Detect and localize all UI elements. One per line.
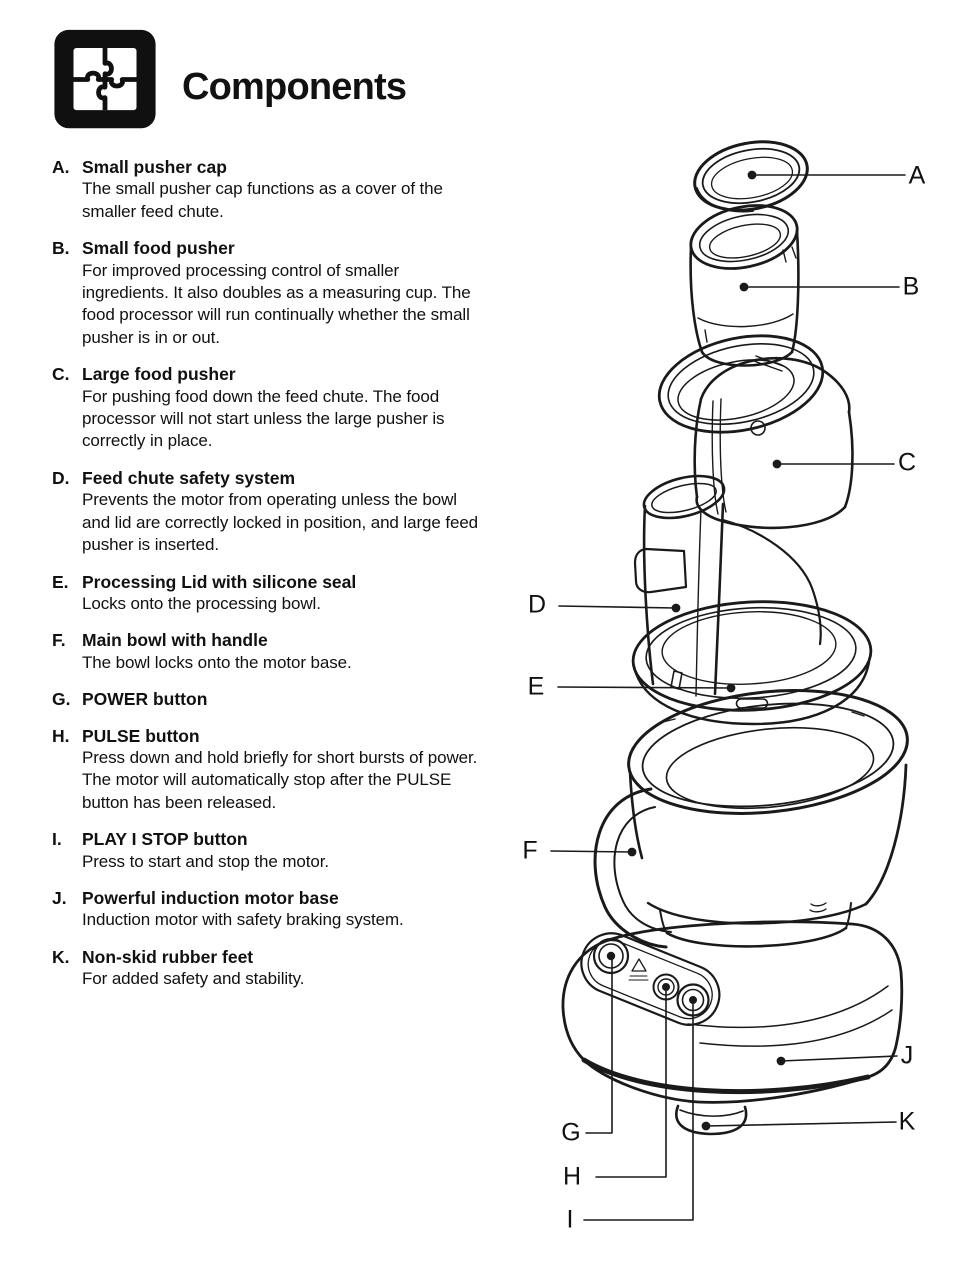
item-name: Non-skid rubber feet xyxy=(82,946,254,967)
item-letter: A. xyxy=(52,157,70,177)
item-description: The bowl locks onto the motor base. xyxy=(82,652,352,672)
item-description: For pushing food down the feed chute. The food processor will not start unless the large pusher is correctly in place. xyxy=(82,386,445,451)
diagram-callout-h: H xyxy=(562,1162,582,1191)
item-description: Locks onto the processing bowl. xyxy=(82,593,321,613)
item-letter: E. xyxy=(52,571,69,592)
diagram-callout-j: J xyxy=(900,1041,914,1070)
diagram-callout-g: G xyxy=(561,1118,581,1147)
item-name: Powerful induction motor base xyxy=(82,887,339,908)
item-name: Small pusher cap xyxy=(82,157,227,177)
item-description: Press to start and stop the motor. xyxy=(82,851,330,871)
diagram-callout-a: A xyxy=(908,161,926,190)
diagram-callout-f: F xyxy=(522,836,538,865)
control-panel xyxy=(572,924,728,1034)
feed-chute-drawing xyxy=(635,469,821,696)
diagram-callout-k: K xyxy=(898,1107,916,1136)
diagram-callout-e: E xyxy=(527,672,545,701)
diagram-callout-d: D xyxy=(527,590,547,619)
item-letter: D. xyxy=(52,467,70,488)
main-bowl-drawing xyxy=(595,678,913,947)
item-letter: F. xyxy=(52,630,66,651)
item-name: POWER button xyxy=(82,689,208,710)
item-letter: J. xyxy=(52,887,67,908)
warning-triangle-icon xyxy=(629,959,648,980)
item-letter: I. xyxy=(52,829,62,850)
item-letter: G. xyxy=(52,689,71,710)
small-food-pusher-drawing xyxy=(685,196,803,365)
item-name: PULSE button xyxy=(82,725,200,746)
item-description: For improved processing control of smaller ingredients. It also doubles as a measuring cup. The food processor will run continually whether the small pusher is in or out. xyxy=(82,260,471,347)
diagram-callout-b: B xyxy=(902,272,920,301)
item-description: Press down and hold briefly for short bursts of power. The motor will automatically stop after the PULSE button has been released. xyxy=(82,747,478,812)
item-name: Small food pusher xyxy=(82,238,235,259)
motor-base-drawing xyxy=(563,922,902,1102)
item-name: Large food pusher xyxy=(82,364,236,385)
processing-lid-drawing xyxy=(630,596,873,724)
item-letter: B. xyxy=(52,238,70,259)
item-name: Processing Lid with silicone seal xyxy=(82,571,357,592)
item-description: The small pusher cap functions as a cover of the smaller feed chute. xyxy=(82,179,443,221)
rubber-foot-drawing xyxy=(676,1106,746,1134)
item-letter: C. xyxy=(52,364,70,385)
diagram-callout-i: I xyxy=(566,1205,574,1234)
item-letter: H. xyxy=(52,725,70,746)
item-description: For added safety and stability. xyxy=(82,969,305,989)
item-description: Induction motor with safety braking system. xyxy=(82,910,404,930)
item-name: Feed chute safety system xyxy=(82,467,296,488)
page-title: Components xyxy=(182,66,407,108)
item-description: Prevents the motor from operating unless the bowl and lid are correctly locked in position, and large feed pusher is inserted. xyxy=(82,490,479,555)
item-name: Main bowl with handle xyxy=(82,630,268,651)
large-food-pusher-drawing xyxy=(650,322,852,528)
item-name: PLAY I STOP button xyxy=(82,829,248,850)
diagram-callout-c: C xyxy=(897,448,917,477)
item-letter: K. xyxy=(52,946,70,967)
